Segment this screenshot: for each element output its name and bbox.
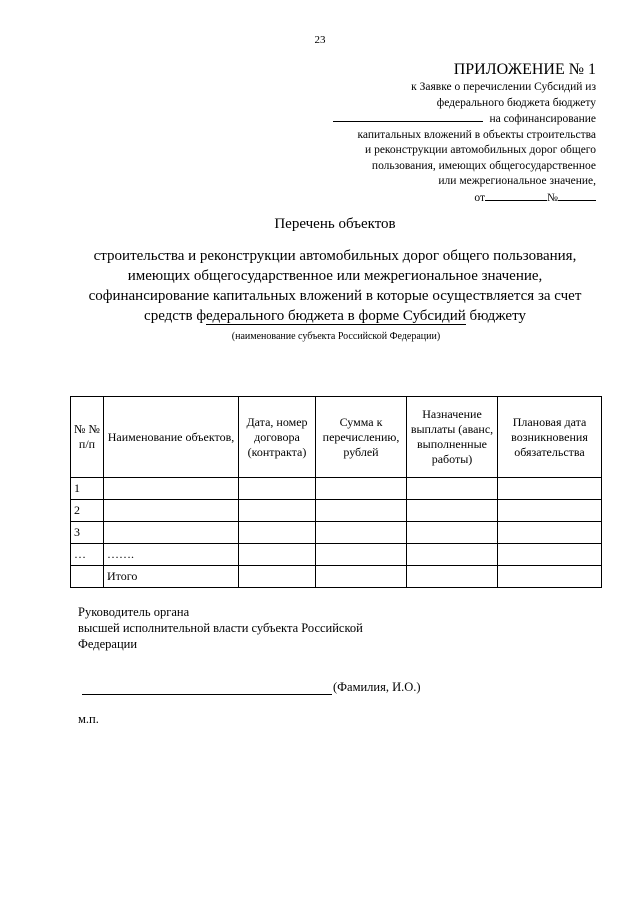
appendix-title: ПРИЛОЖЕНИЕ № 1 xyxy=(453,61,596,78)
signature-block xyxy=(78,604,363,652)
table-cell xyxy=(498,522,602,544)
table-cell xyxy=(71,566,104,588)
table-cell xyxy=(239,544,316,566)
table-cell xyxy=(316,478,407,500)
table-cell xyxy=(239,478,316,500)
appendix-header xyxy=(296,60,596,206)
table-cell xyxy=(104,522,239,544)
table-row xyxy=(71,478,602,500)
stamp-label: м.п. xyxy=(78,712,99,726)
header-purpose: Назначение выплаты (аванс, выполненные работы) xyxy=(407,397,498,478)
table-cell xyxy=(316,544,407,566)
appendix-line-3 xyxy=(296,111,596,128)
table-cell xyxy=(104,500,239,522)
table-cell xyxy=(498,544,602,566)
table-row xyxy=(71,500,602,522)
appendix-line-2: федерального бюджета бюджету xyxy=(436,96,596,109)
header-object-name: Наименование объектов, xyxy=(104,397,239,478)
appendix-line-7: или межрегиональное значение, xyxy=(438,175,596,187)
signature-line-1: Руководитель органа xyxy=(78,605,190,619)
table-cell xyxy=(239,500,316,522)
table-cell xyxy=(498,478,602,500)
subject-caption: (наименование субъекта Российской Федерации) xyxy=(231,331,441,342)
appendix-line-1: к Заявке о перечислении Субсидий из xyxy=(411,81,596,93)
objects-table xyxy=(70,396,602,588)
date-blank-line xyxy=(485,190,547,201)
table-cell xyxy=(407,478,498,500)
title-sub-line-2: имеющих общегосударственное или межрегиональное значение, xyxy=(127,268,543,284)
table-header-row xyxy=(71,397,602,478)
appendix-line-3-text: на софинансирование xyxy=(489,113,596,125)
table-cell: ……. xyxy=(104,544,239,566)
number-sign: № xyxy=(547,191,558,204)
table-cell xyxy=(498,500,602,522)
table-row xyxy=(71,544,602,566)
table-cell xyxy=(407,500,498,522)
title-sub-line-3: софинансирование капитальных вложений в которые осуществляется за счет xyxy=(88,288,582,304)
document-title xyxy=(70,214,600,326)
number-blank-line xyxy=(558,190,596,201)
table-cell xyxy=(407,566,498,588)
title-sub-line-4: средств федерального бюджета в форме Субсидий бюджету xyxy=(144,308,526,324)
date-prefix: от xyxy=(474,191,486,204)
table-cell xyxy=(316,566,407,588)
header-amount: Сумма к перечислению, рублей xyxy=(316,397,407,478)
appendix-date-line xyxy=(296,190,596,207)
table-cell xyxy=(407,522,498,544)
header-planned-date: Плановая дата возникновения обязательства xyxy=(498,397,602,478)
title-sub-line-1: строительства и реконструкции автомобильных дорог общего пользования, xyxy=(93,248,577,264)
table-cell xyxy=(498,566,602,588)
table-cell xyxy=(239,522,316,544)
table-cell: … xyxy=(71,544,104,566)
table-total-row xyxy=(71,566,602,588)
region-blank-line xyxy=(333,111,483,122)
table-cell xyxy=(407,544,498,566)
appendix-line-6: пользования, имеющих общегосударственное xyxy=(371,159,596,172)
signature-blank-line xyxy=(82,694,332,695)
title-main: Перечень объектов xyxy=(274,216,396,232)
fio-caption: (Фамилия, И.О.) xyxy=(333,680,421,694)
table-cell xyxy=(316,500,407,522)
appendix-line-5: и реконструкции автомобильных дорог общего xyxy=(365,144,596,156)
table-cell: 3 xyxy=(71,522,104,544)
header-number: № № п/п xyxy=(71,397,104,478)
total-label: Итого xyxy=(104,566,239,588)
appendix-line-4: капитальных вложений в объекты строительства xyxy=(357,128,596,141)
subject-blank-line xyxy=(206,324,466,325)
table-row xyxy=(71,522,602,544)
table-cell xyxy=(239,566,316,588)
header-contract: Дата, номер договора (контракта) xyxy=(239,397,316,478)
signature-line-3: Федерации xyxy=(78,637,138,651)
table-cell xyxy=(104,478,239,500)
table-cell: 1 xyxy=(71,478,104,500)
signature-line-2: высшей исполнительной власти субъекта Российской xyxy=(78,621,363,635)
table-cell xyxy=(316,522,407,544)
page-number: 23 xyxy=(314,34,326,46)
table-cell: 2 xyxy=(71,500,104,522)
